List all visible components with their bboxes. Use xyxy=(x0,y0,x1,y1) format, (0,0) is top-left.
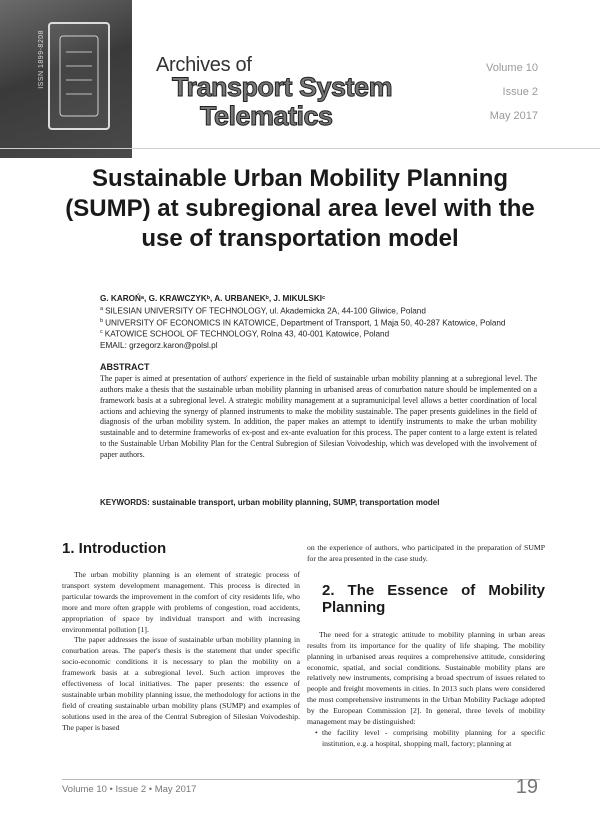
list-item xyxy=(307,728,545,750)
bullet-icon: • xyxy=(315,727,318,737)
issue-volume: Volume 10 xyxy=(486,62,538,74)
journal-title-line2: Telematics xyxy=(200,101,333,131)
journal-archives-label: Archives of xyxy=(156,54,252,76)
left-column xyxy=(62,540,300,734)
section-1-paragraph-2: The paper addresses the issue of sustainable urban mobility planning in conurbation areas. The paper's thesis is the statement that under specific socio-economic conditions it is necessary to plan the mobility on a framework basis at a subregional level. Such action improves the effectiveness of local initiatives. The paper presents: the essence of sustainable urban mobility planning issue, the methodology for actions in the field of creating sustainable urban mobility plans (SUMP) and examples of solutions used in the area of the Central Subregion of Silesian Voivodeship. The paper is based xyxy=(62,635,300,732)
page-number: 19 xyxy=(515,776,538,798)
journal-title-line1: Transport System xyxy=(172,72,393,102)
section-1-paragraph-1: The urban mobility planning is an element of strategic process of transport system development management. This process is directed in particular towards the improvement in the comfort of city residents life, who more and more often grapple with problems of congestion, road accidents, appropriation of space by individual transport and with increasing environmental pollution [1]. xyxy=(62,570,300,634)
abstract-text: The paper is aimed at presentation of authors' experience in the field of sustainable urban mobility planning at a subregional level. The authors make a thesis that the sustainable urban mobility planning in urbanised areas of conurbation nature should be implemented on a framework basis at a subregional level. A strategic mobility management at a supramunicipal level allows a better coordination of local actions and achieving the synergy of planned instruments to make the mobility sustainable. The paper presents guidelines in the field of diagnosis of the urban mobility system. In addition, the paper makes an attempt to identify instruments to make the urban mobility sustainable and to determine frameworks of ex-post and ex-ante evaluation for this process. The paper content to a large extent is related to the Sustainable Urban Mobility Plan for the Central Subregion of Silesian Voivodeship, which was developed with the involvement of paper authors. xyxy=(100,374,537,459)
bullet-text: the facility level - comprising mobility planning for a specific institution, e.g. a hospital, shopping mall, factory; planning at xyxy=(322,727,545,748)
affiliation-c: $^c$ KATOWICE SCHOOL OF TECHNOLOGY, Rolna 43, 40-001 Katowice, Poland xyxy=(100,329,390,340)
section-2-paragraph-1: The need for a strategic attitude to mobility planning in urban areas results from its importance for the quality of life shaping. The mobility planning in urbanised areas requires a comprehensive attitude, considering economic, spatial, and social conditions. Sustainable mobility plans are relatively new instruments, comprising a broad spectrum of issues related to people and freight movements in cities. In 2013 such plans were considered the most comprehensive instruments in the Urban Mobility Package adopted by the European Commission [2]. In general, three levels of mobility management may be distinguished: xyxy=(307,629,545,727)
issue-number: Issue 2 xyxy=(502,86,538,98)
affiliation-a: $^a$ SILESIAN UNIVERSITY OF TECHNOLOGY, ul. Akademicka 2A, 44-100 Gliwice, Poland xyxy=(100,306,426,316)
journal-cover-thumbnail xyxy=(0,0,132,158)
author-email: EMAIL: grzegorz.karon@polsl.pl xyxy=(100,341,218,351)
section-2-heading: 2. The Essence of Mobility Planning xyxy=(322,581,545,616)
abstract-heading: ABSTRACT xyxy=(100,362,150,372)
paper-title: Sustainable Urban Mobility Planning (SUMP) at subregional area level with the use of transportation model xyxy=(65,165,535,252)
affiliation-b: $^b$ UNIVERSITY OF ECONOMICS IN KATOWICE, Department of Transport, 1 Maja 50, 40-287 Katowice, Poland xyxy=(100,317,506,328)
right-column xyxy=(307,543,545,750)
issue-date: May 2017 xyxy=(489,110,538,122)
cover-emblem xyxy=(48,22,110,130)
section-1-heading: 1. Introduction xyxy=(62,540,167,557)
header-divider xyxy=(0,148,600,149)
footer-divider xyxy=(62,779,540,780)
cover-emblem-icon xyxy=(56,32,102,120)
section-1-paragraph-2-continued: on the experience of authors, who participated in the preparation of SUMP for the area presented in the case study. xyxy=(307,543,545,563)
authors-block xyxy=(100,294,530,350)
keywords: KEYWORDS: sustainable transport, urban mobility planning, SUMP, transportation model xyxy=(100,498,440,507)
author-list: G. KAROŃᵃ, G. KRAWCZYKᵇ, A. URBANEKᵇ, J. MIKULSKIᶜ xyxy=(100,294,326,303)
issue-info xyxy=(486,62,538,134)
footer-issue-info: Volume 10 • Issue 2 • May 2017 xyxy=(62,784,197,795)
cover-issn-text: ISSN 1899-8208 xyxy=(38,30,45,89)
